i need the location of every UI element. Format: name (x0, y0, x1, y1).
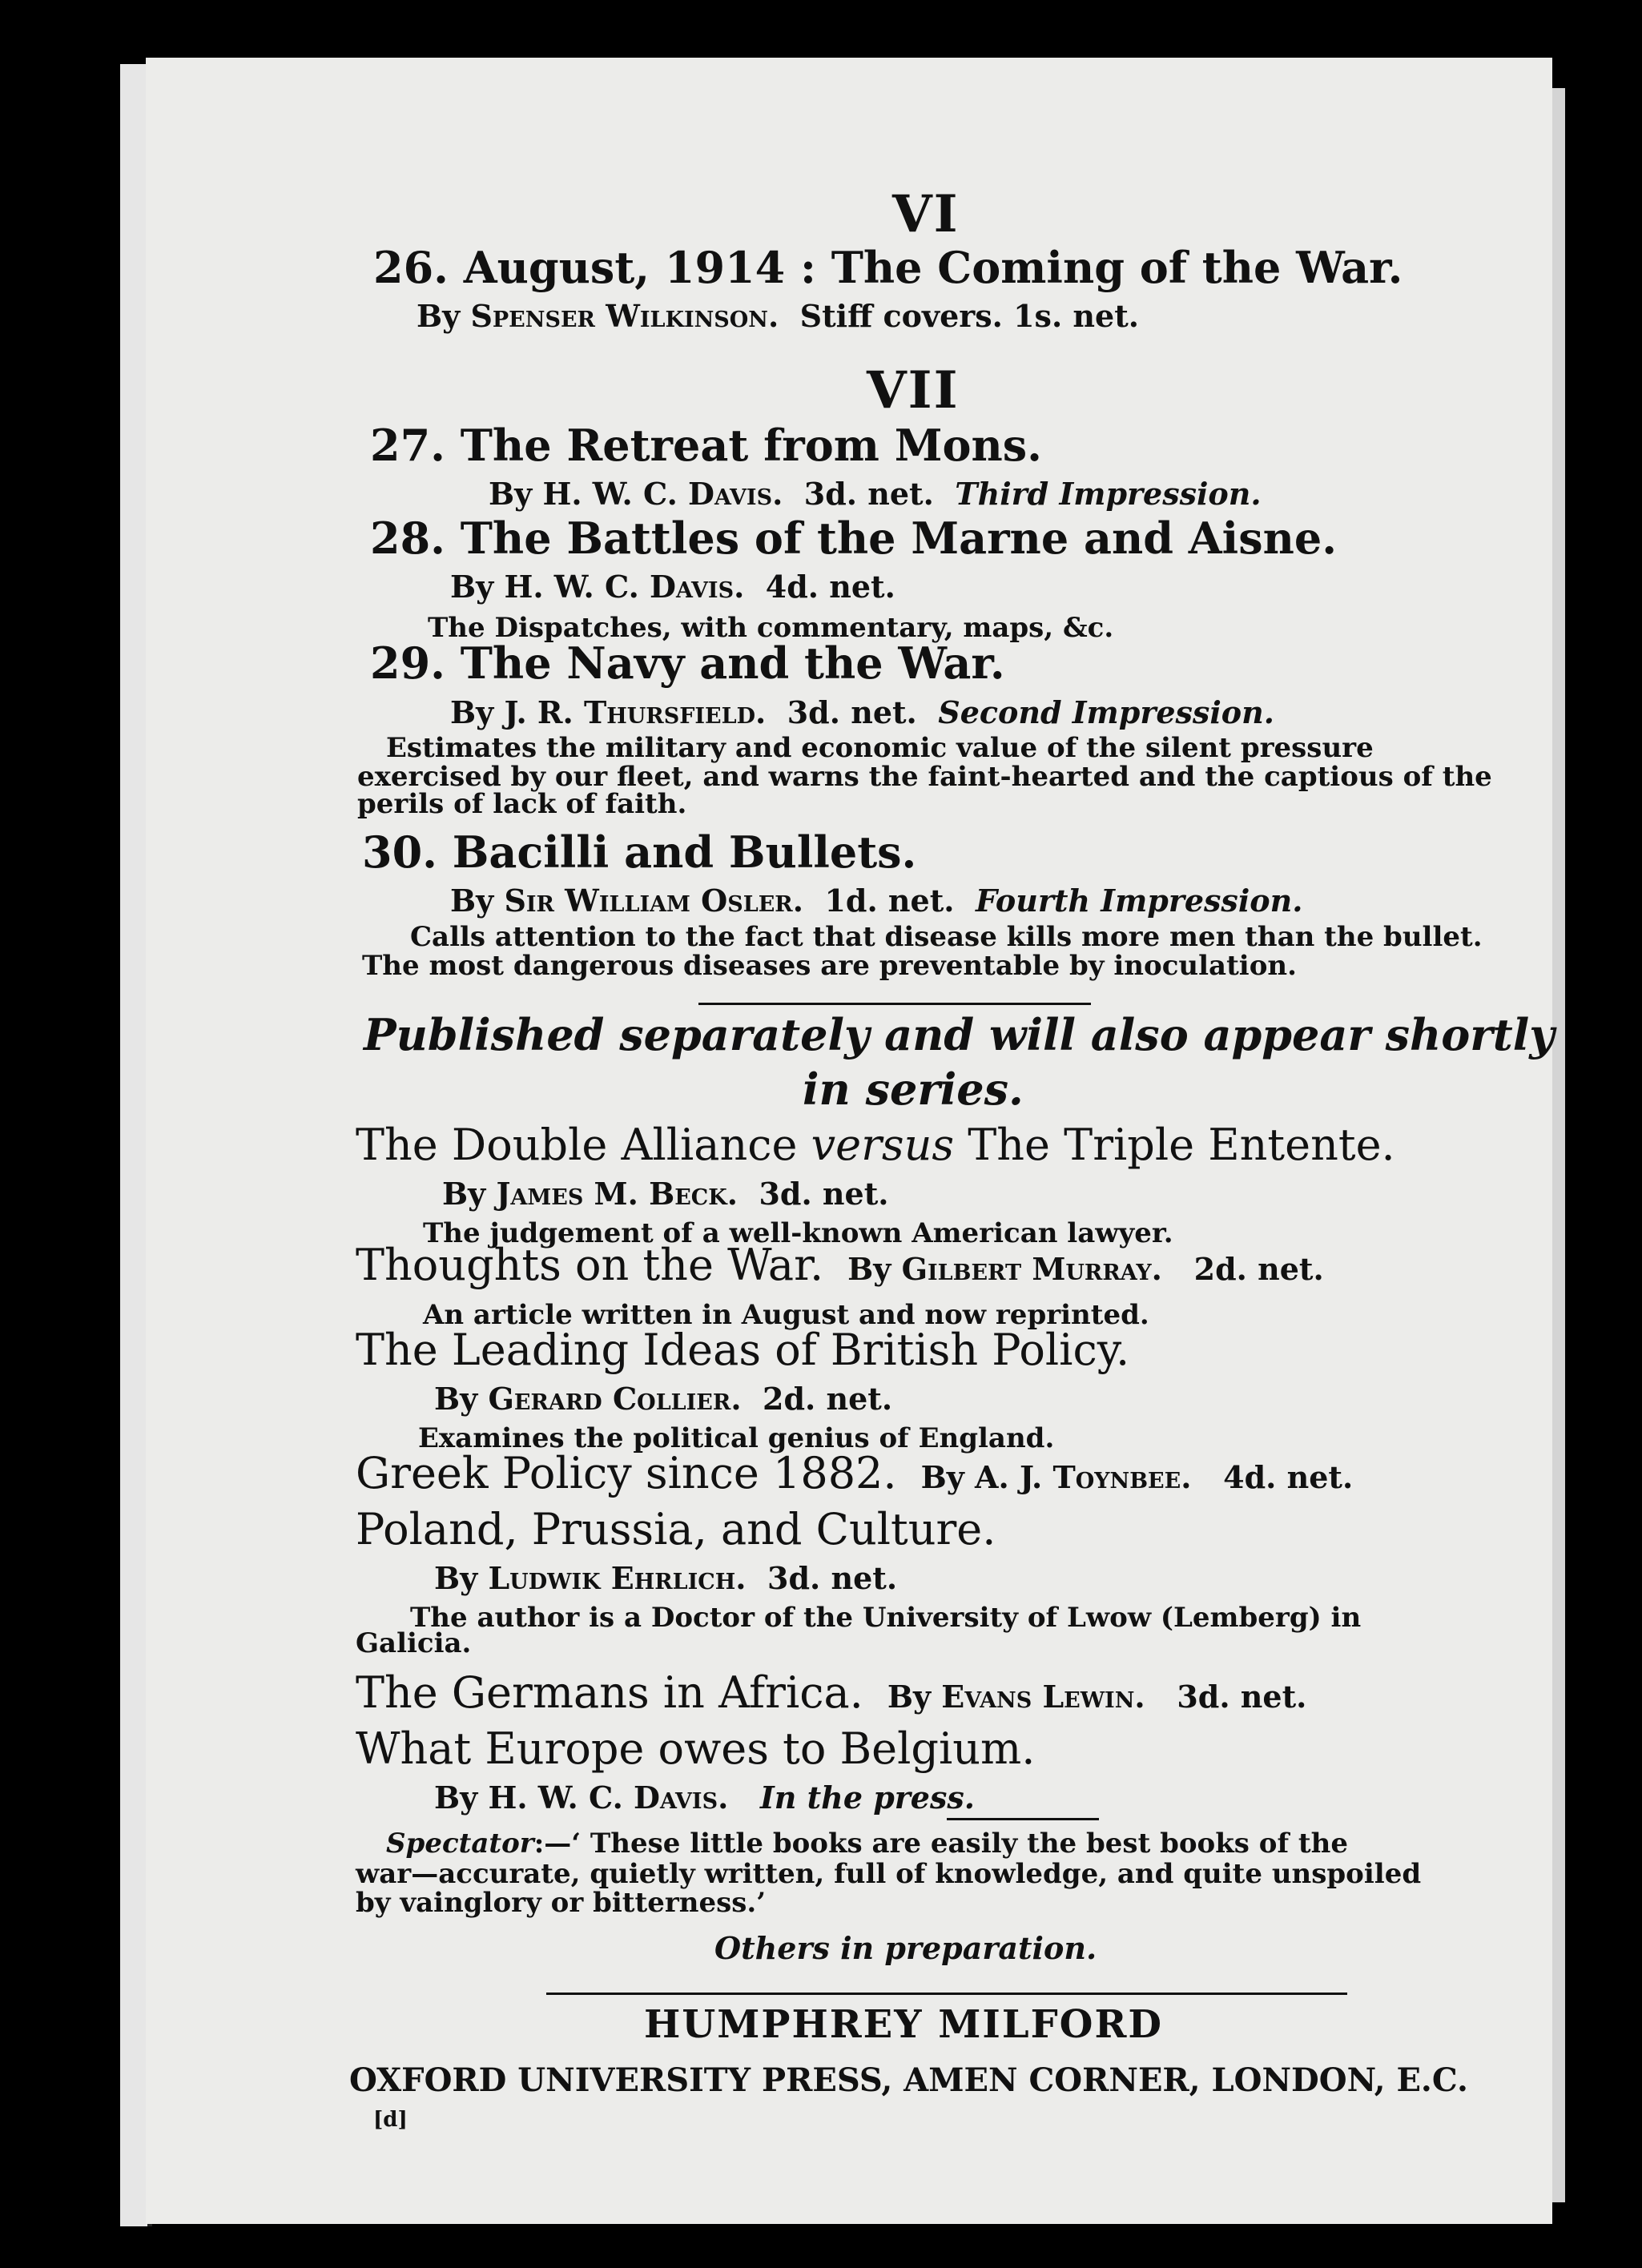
double-alliance-title: The Double Alliance versus The Triple Entente. (356, 1120, 1395, 1170)
greek-policy-entry: Greek Policy since 1882. By A. J. Toynbee. 4d. net. (356, 1448, 1354, 1498)
item-28-byline: By H. W. C. Davis. 4d. net. (450, 569, 895, 605)
item-29-desc-line-1: Estimates the military and economic value of the silent pressure (386, 732, 1374, 764)
thoughts-on-war-entry: Thoughts on the War. By Gilbert Murray. 2d. net. (356, 1240, 1324, 1290)
item-29-desc-line-2: exercised by our fleet, and warns the faint-hearted and the captious of the (357, 761, 1492, 793)
poland-prussia-title: Poland, Prussia, and Culture. (356, 1504, 996, 1554)
item-26-author: Spenser Wilkinson. (470, 298, 779, 334)
europe-belgium-title: What Europe owes to Belgium. (356, 1723, 1036, 1774)
poland-prussia-desc-2: Galicia. (356, 1627, 472, 1659)
section-heading-vi: VI (892, 184, 960, 244)
item-27-impression: Third Impression. (955, 476, 1262, 512)
item-30-desc-line-2: The most dangerous diseases are preventable by inoculation. (362, 950, 1297, 982)
signature-mark: [d] (373, 2108, 408, 2132)
published-separately-heading-2: in series. (803, 1064, 1024, 1115)
item-30-title: 30. Bacilli and Bullets. (362, 826, 917, 878)
item-26-details: Stiff covers. 1s. net. (799, 298, 1139, 334)
review-line-1: Spectator:—‘ These little books are easily the best books of the (386, 1828, 1348, 1860)
publisher-name: HUMPHREY MILFORD (644, 2002, 1163, 2047)
review-line-3: by vainglory or bitterness.’ (356, 1887, 767, 1919)
double-alliance-byline: By James M. Beck. 3d. net. (442, 1176, 889, 1212)
europe-belgium-byline: By H. W. C. Davis. In the press. (434, 1779, 976, 1816)
review-source: Spectator (386, 1828, 534, 1860)
leading-ideas-byline: By Gerard Collier. 2d. net. (434, 1381, 893, 1417)
item-27-byline: By H. W. C. Davis. 3d. net. Third Impression. (489, 476, 1262, 512)
item-29-title: 29. The Navy and the War. (370, 637, 1005, 689)
divider-rule-short (947, 1818, 1099, 1820)
poland-prussia-desc-1: The author is a Doctor of the University of Lwow (Lemberg) in (410, 1602, 1362, 1634)
item-30-desc-line-1: Calls attention to the fact that disease kills more men than the bullet. (410, 921, 1483, 953)
leading-ideas-desc: Examines the political genius of England. (418, 1422, 1055, 1454)
item-28-title: 28. The Battles of the Marne and Aisne. (370, 513, 1338, 564)
page-edge-right (1552, 88, 1565, 2202)
germans-africa-entry: The Germans in Africa. By Evans Lewin. 3d. net. (356, 1667, 1307, 1718)
poland-prussia-byline: By Ludwik Ehrlich. 3d. net. (434, 1560, 898, 1596)
item-28-description: The Dispatches, with commentary, maps, &c. (428, 612, 1114, 644)
publisher-address: OXFORD UNIVERSITY PRESS, AMEN CORNER, LONDON, E.C. (349, 2061, 1468, 2099)
published-separately-heading: Published separately and will also appear shortly (364, 1009, 1555, 1060)
item-26-byline: By Spenser Wilkinson. Stiff covers. 1s. net. (417, 298, 1139, 334)
item-27-title: 27. The Retreat from Mons. (370, 420, 1042, 471)
thoughts-on-war-desc: An article written in August and now reprinted. (423, 1299, 1149, 1331)
review-line-2: war—accurate, quietly written, full of knowledge, and quite unspoiled (356, 1858, 1422, 1890)
item-29-byline: By J. R. Thursfield. 3d. net. Second Impression. (450, 694, 1274, 730)
item-29-desc-line-3: perils of lack of faith. (357, 788, 687, 820)
divider-rule (698, 1003, 1091, 1005)
divider-rule-long (546, 1993, 1347, 1995)
item-26-title: 26. August, 1914 : The Coming of the War. (373, 242, 1403, 293)
advertisement-page (146, 58, 1555, 2224)
double-alliance-desc: The judgement of a well-known American lawyer. (423, 1217, 1173, 1249)
section-heading-vii: VII (867, 360, 960, 420)
leading-ideas-title: The Leading Ideas of British Policy. (356, 1325, 1130, 1375)
others-in-preparation: Others in preparation. (714, 1930, 1097, 1966)
item-30-byline: By Sir William Osler. 1d. net. Fourth Impression. (450, 883, 1303, 919)
